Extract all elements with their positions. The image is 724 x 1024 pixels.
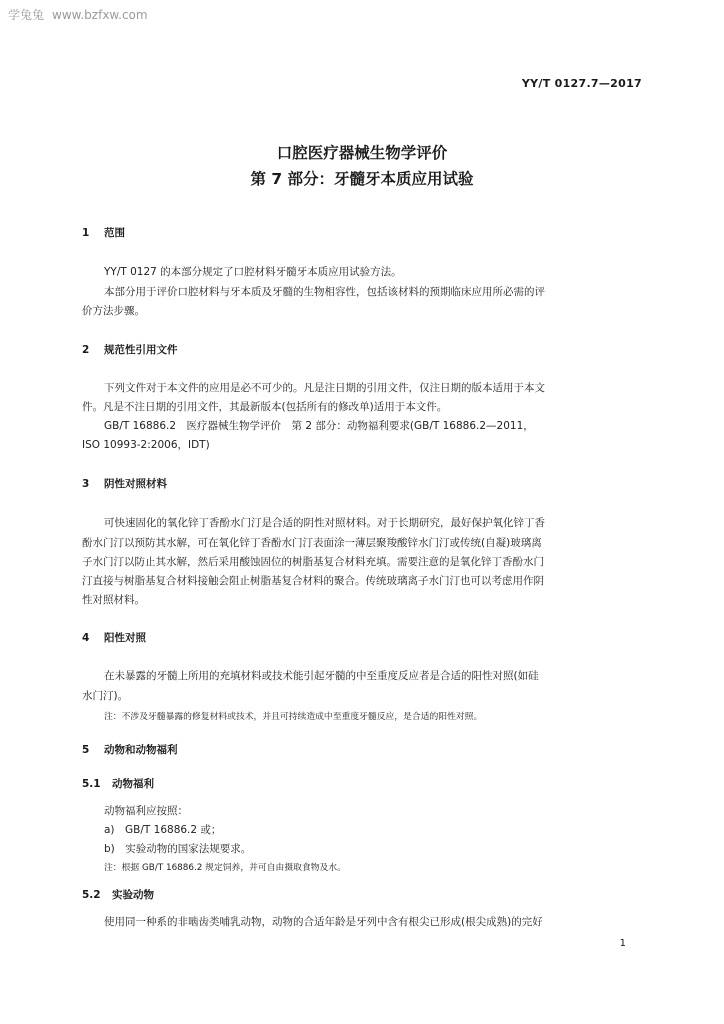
section-4-heading (82, 630, 146, 645)
note: 注：根据 GB/T 16886.2 规定饲养，并可自由摄取食物及水。 (104, 863, 346, 873)
paragraph: 动物福利应按照： (104, 805, 188, 817)
list-item: a) GB/T 16886.2 或； (104, 824, 222, 836)
paragraph: 在未暴露的牙髓上所用的充填材料或技术能引起牙髓的中至重度反应者是合适的阳性对照(如硅 (104, 670, 539, 682)
section-title: 动物和动物福利 (104, 744, 178, 756)
paragraph: 下列文件对于本文件的应用是必不可少的。凡是注日期的引用文件，仅注日期的版本适用于本文 (104, 382, 545, 394)
section-title: 阴性对照材料 (104, 478, 167, 490)
section-5-heading (82, 742, 178, 757)
paragraph-continuation: 性对照材料。 (82, 594, 145, 606)
section-number: 1 (82, 227, 90, 239)
document-title-line2: 第 7 部分：牙髓牙本质应用试验 (250, 170, 474, 188)
paragraph-continuation: 水门汀)。 (82, 690, 129, 702)
section-title: 规范性引用文件 (104, 344, 178, 356)
section-2-heading (82, 342, 178, 357)
paragraph-continuation: 件。凡是不注日期的引用文件，其最新版本(包括所有的修改单)适用于本文件。 (82, 401, 448, 413)
section-title: 范围 (104, 227, 125, 239)
section-number: 4 (82, 632, 90, 644)
reference-entry-continuation: ISO 10993-2:2006，IDT) (82, 439, 210, 451)
subsection-title: 动物福利 (112, 778, 154, 790)
subsection-title: 实验动物 (112, 889, 154, 901)
watermark-url: www.bzfxw.com (52, 8, 148, 22)
paragraph-continuation: 酚水门汀以预防其水解，可在氧化锌丁香酚水门汀表面涂一薄层聚羧酸锌水门汀或传统(自凝)玻璃离 (82, 537, 542, 549)
section-number: 5 (82, 744, 90, 756)
watermark (8, 6, 156, 23)
section-3-heading (82, 476, 167, 491)
watermark-site: 学兔兔 (8, 8, 45, 22)
section-1-heading (82, 225, 125, 240)
document-title-line1: 口腔医疗器械生物学评价 (276, 144, 448, 162)
reference-entry: GB/T 16886.2 医疗器械生物学评价 第 2 部分：动物福利要求(GB/T 16886.2—2011， (104, 420, 534, 432)
paragraph-continuation: 汀直接与树脂基复合材料接触会阻止树脂基复合材料的聚合。传统玻璃离子水门汀也可以考虑用作阴 (82, 575, 544, 587)
paragraph: 使用同一种系的非啮齿类哺乳动物，动物的合适年龄是牙列中含有根尖已形成(根尖成熟)的完好 (104, 916, 543, 928)
section-number: 3 (82, 478, 90, 490)
paragraph: 本部分用于评价口腔材料与牙本质及牙髓的生物相容性，包括该材料的预期临床应用所必需的评 (104, 286, 545, 298)
section-title: 阳性对照 (104, 632, 146, 644)
subsection-5-1-heading (82, 776, 154, 791)
section-number: 2 (82, 344, 90, 356)
paragraph-continuation: 子水门汀以防止其水解，然后采用酸蚀固位的树脂基复合材料充填。需要注意的是氧化锌丁香酚水门 (82, 556, 544, 568)
subsection-number: 5.1 (82, 778, 101, 790)
note: 注：不涉及牙髓暴露的修复材料或技术，并且可持续造成中至重度牙髓反应，是合适的阳性对照。 (104, 712, 483, 722)
paragraph: YY/T 0127 的本部分规定了口腔材料牙髓牙本质应用试验方法。 (104, 266, 402, 278)
list-item: b) 实验动物的国家法规要求。 (104, 843, 252, 855)
page-number: 1 (619, 938, 626, 949)
paragraph: 可快速固化的氧化锌丁香酚水门汀是合适的阴性对照材料。对于长期研究，最好保护氧化锌丁香 (104, 517, 545, 529)
subsection-5-2-heading (82, 887, 154, 902)
paragraph-continuation: 价方法步骤。 (82, 305, 145, 317)
document-number: YY/T 0127.7—2017 (521, 77, 642, 90)
subsection-number: 5.2 (82, 889, 101, 901)
